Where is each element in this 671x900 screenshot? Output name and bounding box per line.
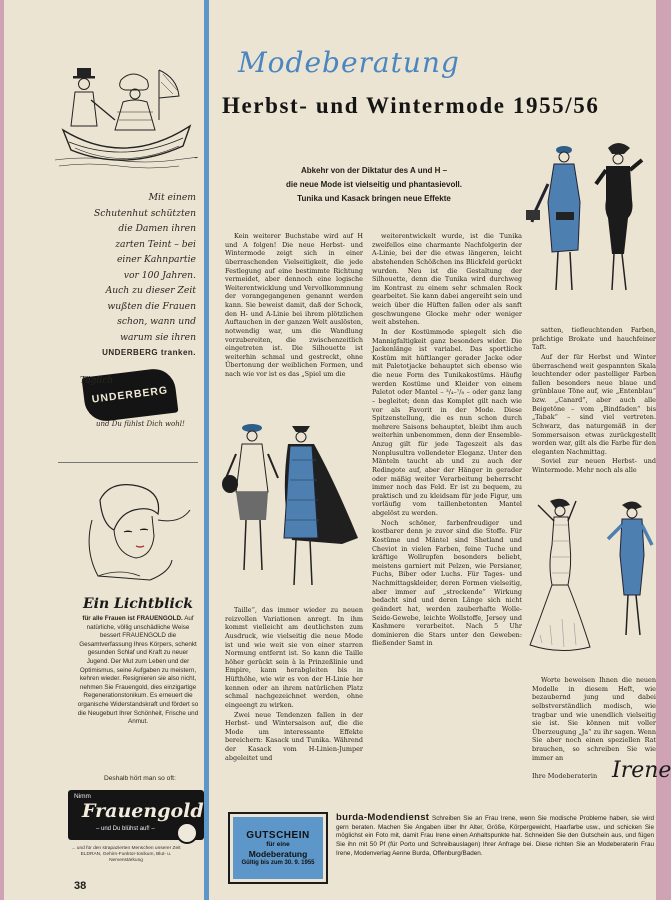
article-dek bbox=[230, 164, 518, 206]
article-paragraph: Taille“, das immer wieder zu neuen reizvollen Variationen anregt. In ihm kommt vielleicht am deutlichsten zum Ausdruck, wie vielseitig die neue Mode ist und wie weit sie von einer starren Normung entfernt ist. So kann die Taille höher gerückt sein à la Prinzeßlinie und Empire, kann herabgleiten bis in Hüfthöhe, wie wir es von der H-Linie her kennen oder an ihrem natürlichen Platz schmal nachgezeichnet werden, ohne eingeengt zu wirken. bbox=[225, 606, 363, 709]
underberg-logo-text: UNDERBERG bbox=[91, 384, 169, 406]
article-paragraph: weiterentwickelt wurde, ist die Tunika zweifellos eine charmante Nachfolgerin der A-Linie, bei der die etwas längeren, leicht abstehenden Schößchen ins Blickfeld gerückt wurden. Neu ist die Gestaltung der Silhouette, denn die Tunika wird durchweg im Kontrast zu einem sehr schmalen Rock gearbeitet. Sie kann dabei angereiht sein und weich über die Hüften fallen oder als sanft geschwungene Glocke mehr oder weniger weit abstehen. bbox=[372, 232, 522, 327]
burda-text: Schreiben Sie an Frau Irene, wenn Sie modische Probleme haben, sie wird gern beraten. Machen Sie Angaben über Ihr Alter, Größe, Körpergewicht, Haarfarbe usw., und schicken Sie möglichst ein Foto mit, damit Frau Irene einen Anhaltspunkte hat. Schneiden Sie den Gutschein aus, und fügen Sie ihn mit 50 Pf (für Porto und Schreibauslagen) Ihrer Anfrage bei. Diese richten Sie an Modeberaterin Frau Irene, Modenverlag Aenne Burda, Offenburg/Baden. bbox=[336, 815, 654, 857]
article-kicker: Modeberatung bbox=[238, 46, 460, 79]
blue-divider-rule bbox=[204, 0, 209, 900]
frauengold-ad-title: Ein Lichtblick bbox=[82, 596, 194, 612]
dek-line: Tunika und Kasack bringen neue Effekte bbox=[297, 194, 451, 203]
fashion-illustration-evening bbox=[530, 495, 656, 670]
article-paragraph: Auf der für Herbst und Winter überraschend weit gespannten Skala leuchtender oder pastelliger Farben fallen besonders neue blaue und grünblaue Töne auf, wie „Entenblau“ bzw. „Canard“, aber auch alle Beigetöne – vom „Bindfaden“ bis „Tabak“ – sind viel vertreten. Schwarz, das naturgemäß in der Sommersaison etwas zurückgestellt worden war, gilt als die Farbe für den eleganten Nachmittag. bbox=[532, 352, 656, 456]
dek-line: Abkehr von der Diktatur des A und H – bbox=[300, 166, 448, 175]
woman-portrait-illustration bbox=[80, 480, 198, 585]
voucher-inner bbox=[233, 817, 323, 879]
voucher-coupon[interactable] bbox=[228, 812, 328, 884]
article-signature: Irene bbox=[612, 758, 671, 783]
voucher-sub: für eine bbox=[266, 841, 290, 848]
article-paragraph: Noch schöner, farbenfreudiger und kostbarer denn je zuvor sind die Stoffe. Für Kostüme und Mäntel sind Shetland und Cheviot in vielen Farben, feine Tuche und kräftige Wollrupfen besonders beliebt, meistens garniert mit Pelzen, wie Persianer, Fuchs, Biber oder Luchs. Für Tages- und Nachmittagskleider, deren Formen vielseitig, aber immer auf „streckende“ Wirkung bedacht sind und deren Länge sich nicht geändert hat, werden zauberhafte Wolle-Seide-Gewebe, leichte Wollstoffe, Jersey und Kashmere verarbeitet. Nach 5 Uhr dominieren die Stars unter den Geweben: fließender Samt in bbox=[372, 518, 522, 648]
frauengold-logo: Frauengold bbox=[82, 800, 204, 822]
frauengold-fine-print: ... und für den strapazierten Menschen unserer Zeit ELDRAN, Gehirn-Funktor-tonikum, Blut- u. Nervenstärkung bbox=[71, 846, 181, 863]
ad-brand-line: UNDERBERG tranken. bbox=[102, 348, 196, 357]
article-paragraph: Worte beweisen Ihnen die neuen Modelle in diesem Heft, wie bezaubernd jung und dabei selbstverständlich modisch, wie tragbar und wie unendlich vielseitig sie ist. Sie können mit voller Überzeugung „Ja“ zu ihr sagen. Wenn Sie aber noch einen speziellen Rat brauchen, so schreiben Sie wie immer an bbox=[532, 676, 656, 762]
ad-line: wußten die Frauen bbox=[107, 300, 196, 312]
frauengold-nimm: Nimm bbox=[74, 793, 91, 800]
frauengold-ask: Deshalb hört man so oft: bbox=[104, 775, 176, 782]
frauengold-body-text: Auf natürliche, völlig unschädliche Weise bessert FRAUENGOLD die Gesamtverfassung Ihres Körpers, schenkt gesunden Schlaf und Kraft zu neuer Jugend. Der Mut zum Leben und der Optimismus, seine Aufgaben zu meistern, kehren wieder. Resignieren sie also nicht, nehmen Sie Frauengold, dies einzigartige Regenerationstonikum. Es erneuert die organische Widerstandskraft und fördert so die Neugeburt Ihrer Schönheit, Frische und Anmut. bbox=[77, 615, 199, 726]
underberg-ad-copy bbox=[78, 190, 196, 361]
voucher-title: GUTSCHEIN bbox=[246, 830, 310, 841]
article-paragraph: In der Kostümmode spiegelt sich die Mannigfaltigkeit ganz besonders wider. Die Jackenlänge ist variabel. Das sportliche Kostüm mit hüftlanger gerader Jacke oder mit Paletotjacke behauptet sich ebenso wie die neue Form des Tunikakostüms. Häufig werden Kostüme und Kleider von einem Paletot oder Mantel – ³/₄–⁷/₈ – oder ganz lang – begleitet; denn das Komplet gilt nach wie vor als Favorit in der Mode. Diese Spitzenstellung, die es nun schon durch mehrere Saisons behauptet, bleibt ihm auch weiterhin unbenommen, denn der Ensemble-Anzug gilt für jede Tageszeit als das Nonplusultra vollendeter Eleganz. Unter den Mänteln taucht ab und zu auch der Redingote auf, aber der Hänger in gerader oder mäßig weiter Verarbeitung beherrscht immer noch das Feld. Er ist zu bequem, zu praktisch und zu kleidsam für jede Figur, um vorläufig vom taillenbetonten Mantel abgelöst zu werden. bbox=[372, 327, 522, 517]
ad-line: vor 100 Jahren. bbox=[123, 269, 196, 281]
underberg-taeglich: Täglich bbox=[80, 376, 114, 386]
burda-heading: burda-Modendienst bbox=[336, 812, 430, 823]
ad-line: die Damen ihren bbox=[118, 223, 196, 234]
article-column-3b bbox=[532, 676, 656, 762]
voucher-valid: Gültig bis zum 30. 9. 1955 bbox=[241, 860, 315, 866]
frauengold-seal-icon bbox=[176, 822, 198, 844]
ad-line: warum sie ihren bbox=[120, 331, 196, 343]
article-paragraph: satten, tiefleuchtenden Farben, prächtige Brokate und hauchfeiner Taft. bbox=[532, 326, 656, 352]
article-column-3 bbox=[532, 326, 656, 475]
burda-service-notice bbox=[336, 814, 654, 859]
article-column-2 bbox=[372, 232, 522, 648]
ad-line: zarten Teint – bei bbox=[115, 238, 196, 250]
dek-line: die neue Mode ist vielseitig und phantasievoll. bbox=[285, 180, 463, 189]
frauengold-tagline: – und Du blühst auf! – bbox=[96, 826, 155, 832]
ad-line: Auch zu dieser Zeit bbox=[105, 285, 196, 296]
article-column-1a bbox=[225, 232, 363, 379]
article-column-1b bbox=[225, 606, 363, 762]
article-paragraph: Zwei neue Tendenzen fallen in der Herbst- und Wintersaison auf, die die Mode um interessante Effekte bereichern: Kasack und Tunika. Während der Kasack vom H-Linien-Jumper abgeleitet und bbox=[225, 710, 363, 762]
ad-line: Schutenhut schützten bbox=[93, 207, 196, 219]
page-number: 38 bbox=[74, 880, 87, 892]
boat-party-illustration bbox=[55, 60, 195, 175]
article-paragraph: Kein weiterer Buchstabe wird auf H und A folgen! Die neue Herbst- und Wintermode zeigt sich in einer überraschenden Vielseitigkeit, die jede Festlegung auf eine bestimmte Richtung vermeidet, aber dennoch eine logische Weiterentwicklung und Vervollkommnung der vorangegangenen genannt werden kann. Sie beweist damit, daß der Schock, den H- und A-Linie bei ihrem plötzlichen Auftauchen in der ganzen Welt auslösten, notwendig war, um die Wandlung vorzubereiten, die zwischenzeitlich eingetreten ist. Die Silhouette ist weiterhin schmal und gestreckt, ohne Übertonung der weiblichen Formen, und nach wie vor ist es das „Spiel um die bbox=[225, 232, 363, 378]
article-signoff: Ihre Modeberaterin bbox=[532, 772, 598, 780]
ad-line: einer Kahnpartie bbox=[116, 254, 196, 265]
article-headline: Herbst- und Wintermode 1955/56 bbox=[222, 93, 600, 118]
voucher-main: Modeberatung bbox=[248, 849, 308, 859]
frauengold-ad-body bbox=[76, 615, 200, 727]
underberg-slogan: und Du fühlst Dich wohl! bbox=[96, 420, 185, 428]
ad-line: Mit einem bbox=[148, 192, 196, 203]
ad-separator bbox=[58, 462, 198, 463]
fashion-illustration-coats bbox=[520, 140, 650, 310]
ad-line: schon, wann und bbox=[117, 316, 196, 327]
article-paragraph: Soviel zur neuen Herbst- und Wintermode. Mehr noch als alle bbox=[532, 457, 656, 474]
fashion-illustration-ensemble bbox=[222, 420, 362, 598]
frauengold-lead: für alle Frauen ist FRAUENGOLD. bbox=[82, 615, 183, 622]
